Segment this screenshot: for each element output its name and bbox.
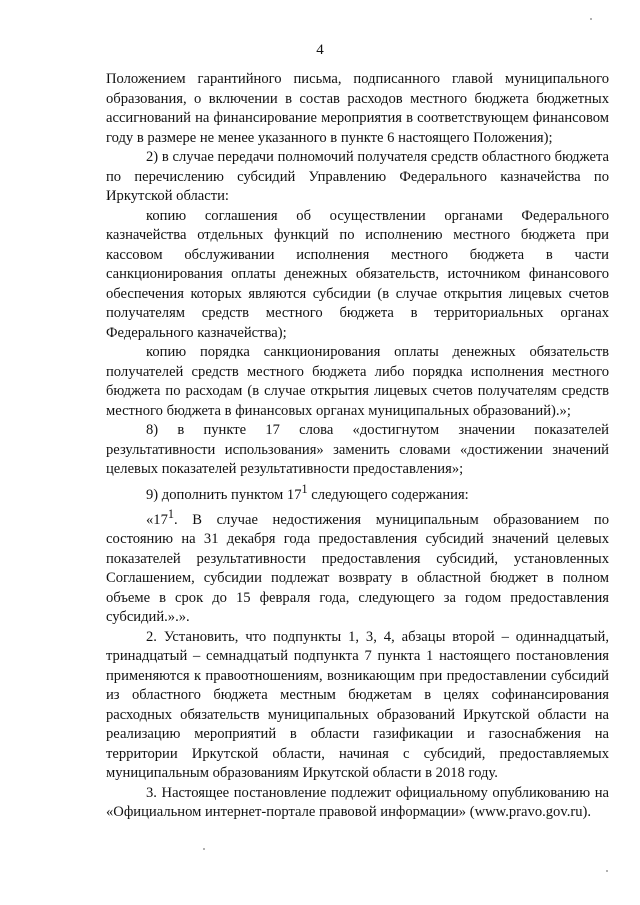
document-body	[106, 70, 609, 823]
paragraph-item-9-post: следующего содержания:	[307, 486, 469, 503]
paragraph-procedure-copy: копию порядка санкционирования оплаты денежных обязательств получателей средств местного бюджета либо порядка исполнения местного бюджета по расходам (в случае открытия лицевых счетов получателям средств местного бюджета в финансовых органах муниципальных образований).»;	[106, 344, 609, 419]
paragraph-17-1-pre: «17	[146, 511, 168, 528]
superscript: 1	[167, 506, 174, 521]
paragraph-17-1	[106, 505, 609, 628]
paragraph-section-3: 3. Настоящее постановление подлежит официальному опубликованию на «Официальном интернет-портале правовой информации» (www.pravo.gov.ru).	[106, 784, 609, 821]
paragraph-section-2: 2. Установить, что подпункты 1, 3, 4, абзацы второй – одиннадцатый, тринадцатый – семнадцатый подпункта 7 пункта 1 настоящего постановления применяются к правоотношениям, возникающим при предоставлении субсидий из областного бюджета местным бюджетам в целях софинансирования расходных обязательств муниципальных образований Иркутской области на реализацию мероприятий в области газификации и газоснабжения на территории Иркутской области, начиная с субсидий, предоставляемых муниципальным образованиям Иркутской области в 2018 году.	[106, 628, 609, 782]
scan-speck	[590, 18, 592, 20]
scan-speck	[203, 848, 205, 850]
page-number: 4	[316, 42, 324, 58]
superscript: 1	[301, 481, 308, 496]
paragraph-continuation: Положением гарантийного письма, подписанного главой муниципального образования, о включении в состав расходов местного бюджета бюджетных ассигнований на финансирование мероприятия в соответствующем финансовом году в размере не менее указанного в пункте 6 настоящего Положения);	[106, 71, 609, 146]
scan-speck	[606, 870, 608, 872]
paragraph-17-1-post: . В случае недостижения муниципальным образованием по состоянию на 31 декабря года предоставления субсидий значений целевых показателей результативности предоставления субсидий, установленных Соглашением, субсидии подлежат возврату в областной бюджет в полном объеме в срок до 15 февраля года, следующего за годом предоставления субсидий.».».	[106, 511, 609, 626]
paragraph-agreement-copy: копию соглашения об осуществлении органами Федерального казначейства отдельных функций по исполнению местного бюджета при кассовом обслуживании исполнения местного бюджета в части санкционирования оплаты денежных обязательств, источником финансового обеспечения которых являются субсидии (в случае открытия лицевых счетов получателям средств местного бюджета в территориальных органах Федерального казначейства);	[106, 207, 609, 341]
paragraph-item-2: 2) в случае передачи полномочий получателя средств областного бюджета по перечислению субсидий Управлению Федерального казначейства по Иркутской области:	[106, 149, 609, 204]
paragraph-item-8: 8) в пункте 17 слова «достигнутом значении показателей результативности использования» заменить словами «достижении значений целевых показателей результативности предоставления»;	[106, 422, 609, 477]
paragraph-item-9-pre: 9) дополнить пунктом 17	[146, 486, 302, 503]
paragraph-item-9	[106, 480, 609, 505]
